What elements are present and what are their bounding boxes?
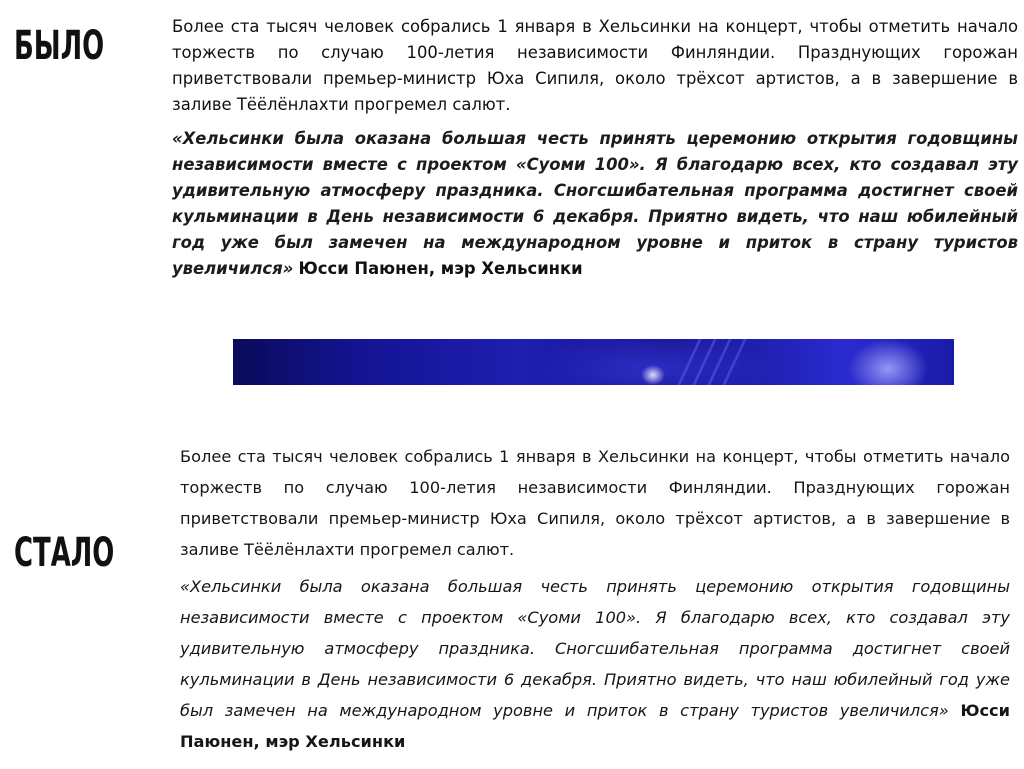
label-before: БЫЛО — [14, 23, 105, 69]
text-block-after — [180, 441, 1010, 757]
label-after: СТАЛО — [14, 530, 115, 576]
author-before: Юсси Паюнен, мэр Хельсинки — [298, 259, 583, 278]
concert-photo-strip — [233, 339, 954, 385]
quote-after: «Хельсинки была оказана большая честь принять церемонию открытия годовщины независимости вместе с проектом «Суоми 100». Я благодарю всех, кто создавал эту удивительную атмосферу праздника. Сногсшибательная программа достигнет своей кульминации в День независимости 6 декабря. Приятно видеть, что наш юбилейный год уже был замечен на международном уровне и приток в страну туристов увеличился» — [180, 577, 1010, 720]
quote-paragraph-after — [180, 571, 1010, 757]
quote-paragraph-before — [172, 126, 1018, 282]
author-after: Юсси Паюнен, мэр Хельсинки — [180, 701, 1010, 751]
paragraph-before: Более ста тысяч человек собрались 1 января в Хельсинки на концерт, чтобы отметить начало торжеств по случаю 100-летия независимости Финляндии. Празднующих горожан приветствовали премьер-министр Юха Сипиля, около трёхсот артистов, а в завершение в заливе Тёёлёнлахти прогремел салют. — [172, 17, 1018, 114]
text-block-before — [172, 14, 1018, 282]
quote-before: «Хельсинки была оказана большая честь принять церемонию открытия годовщины независимости вместе с проектом «Суоми 100». Я благодарю всех, кто создавал эту удивительную атмосферу праздника. Сногсшибательная программа достигнет своей кульминации в День независимости 6 декабря. Приятно видеть, что наш юбилейный год уже был замечен на международном уровне и приток в страну туристов увеличился» — [172, 129, 1018, 278]
paragraph-after: Более ста тысяч человек собрались 1 января в Хельсинки на концерт, чтобы отметить начало торжеств по случаю 100-летия независимости Финляндии. Празднующих горожан приветствовали премьер-министр Юха Сипиля, около трёхсот артистов, а в завершение в заливе Тёёлёнлахти прогремел салют. — [180, 447, 1010, 559]
